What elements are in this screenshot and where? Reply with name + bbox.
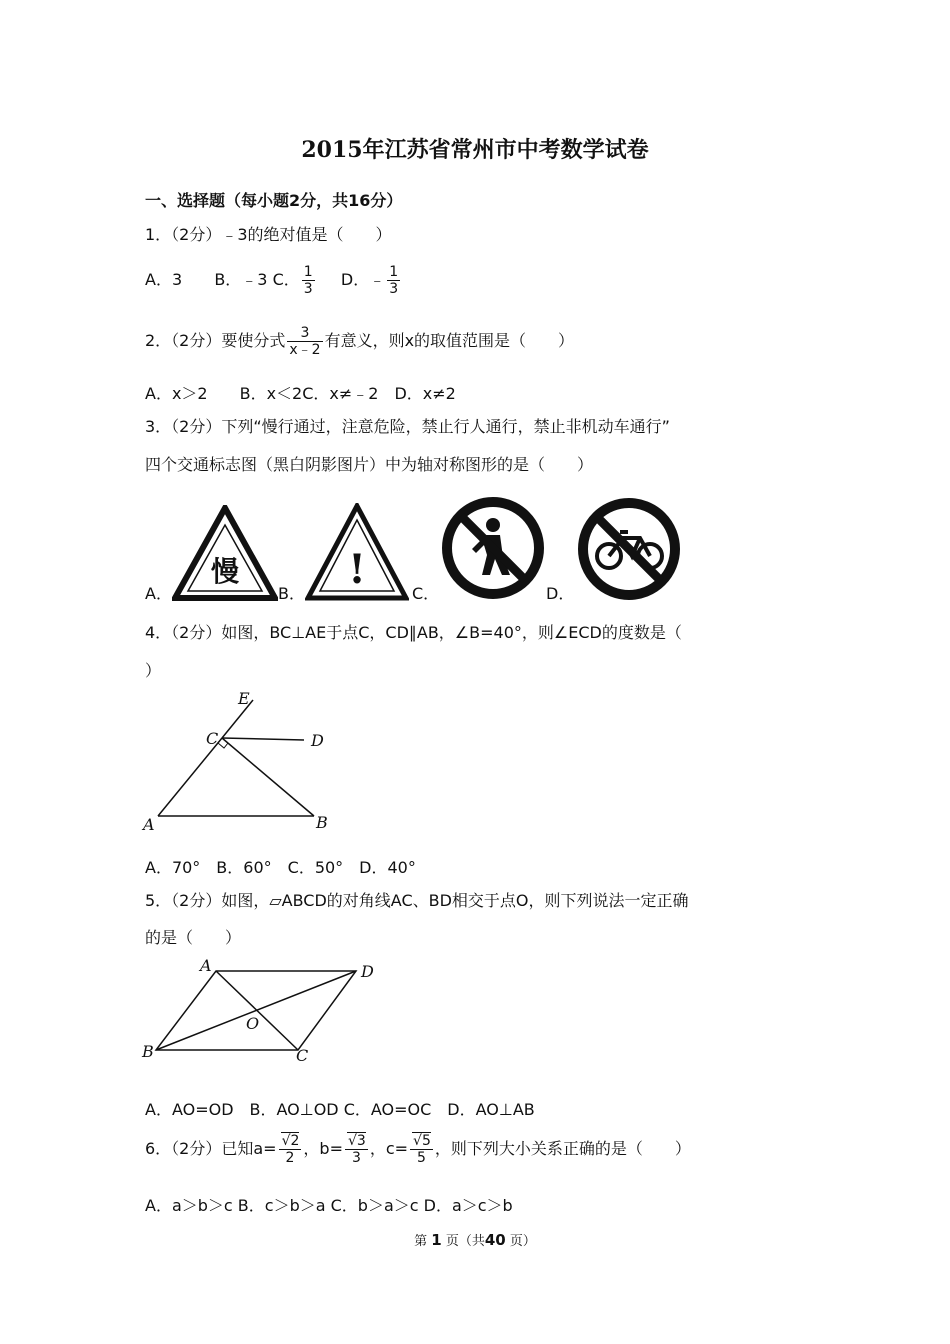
q4-diagram [138, 688, 338, 836]
question-6-stem: 6．（2分）已知a= $\frac{√2}{2}$ ，b= $\frac{√3}{3}$ ，c= $\frac{√5}{5}$ ，则下列大小关系正确的是（ ） [145, 1133, 691, 1166]
q5-label-b: B [142, 1042, 154, 1061]
question-4-line1: 4．（2分）如图，BC⊥AE于点C，CD∥AB，∠B=40°，则∠ECD的度数是（ [145, 623, 682, 642]
q4-label-b: B [316, 813, 328, 832]
question-1-stem: 1．（2分）﹣3的绝对值是（ ） [145, 225, 392, 244]
q4-label-c: C [206, 729, 219, 748]
slow-sign-icon [172, 505, 278, 601]
q1-option-c: C． [272, 270, 300, 289]
no-bicycle-sign-icon [576, 496, 682, 602]
q1-c-fraction: $\frac{1}{3}$ [303, 264, 313, 297]
question-6-options: A．a＞b＞c B．c＞b＞a C．b＞a＞c D．a＞c＞b [145, 1196, 513, 1215]
question-3-line2: 四个交通标志图（黑白阴影图片）中为轴对称图形的是（ ） [145, 455, 594, 474]
page-title: 2015年江苏省常州市中考数学试卷 [301, 137, 649, 163]
danger-sign-text: ! [348, 546, 366, 593]
page-footer: 第 1 页（共40 页） [414, 1231, 536, 1249]
question-2-stem: 2．（2分）要使分式 $\frac{3}{x﹣2}$ 有意义，则x的取值范围是（ ） [145, 325, 575, 358]
question-5-options: A．AO=OD B．AO⊥OD C．AO=OC D．AO⊥AB [145, 1100, 535, 1119]
q4-label-e: E [238, 689, 250, 708]
question-5-line1: 5．（2分）如图，▱ABCD的对角线AC、BD相交于点O，则下列说法一定正确 [145, 891, 689, 910]
q1-option-b: B．﹣3 [214, 270, 268, 289]
no-pedestrian-sign-icon [440, 495, 546, 601]
q4-label-a: A [143, 815, 155, 834]
question-5-line2: 的是（ ） [145, 928, 242, 947]
q3-label-c: C． [412, 584, 440, 603]
slow-sign-text: 慢 [210, 555, 240, 588]
danger-sign-icon [305, 503, 409, 601]
question-2-options: A．x＞2 B．x＜2C．x≠﹣2 D．x≠2 [145, 384, 456, 403]
footer-total-pages: 40 [484, 1231, 506, 1249]
q1-option-d: D．﹣ [340, 270, 386, 289]
q4-label-d: D [311, 731, 324, 750]
q1-option-a: A．3 [145, 270, 183, 289]
question-3-line1: 3．（2分）下列“慢行通过，注意危险，禁止行人通行，禁止非机动车通行” [145, 417, 670, 436]
q3-label-d: D． [546, 584, 575, 603]
q5-label-d: D [361, 962, 374, 981]
q6-fraction-b: $\frac{√3}{3}$ [345, 1133, 368, 1166]
q5-label-o: O [246, 1014, 260, 1033]
question-1-options [145, 264, 402, 297]
section-heading: 一、选择题（每小题2分，共16分） [145, 191, 403, 210]
q1-d-fraction: $\frac{1}{3}$ [389, 264, 399, 297]
q6-fraction-c: $\frac{√5}{5}$ [410, 1133, 433, 1166]
q2-fraction: $\frac{3}{x﹣2}$ [289, 325, 321, 358]
question-4-options: A．70° B．60° C．50° D．40° [145, 858, 416, 877]
question-4-line2: ） [145, 661, 162, 680]
q3-label-a: A． [145, 584, 172, 603]
q5-diagram [140, 955, 380, 1065]
q5-label-c: C [296, 1046, 309, 1065]
footer-page-number: 1 [431, 1231, 442, 1249]
q3-label-b: B． [278, 584, 305, 603]
q6-fraction-a: $\frac{√2}{2}$ [279, 1133, 302, 1166]
q5-label-a: A [200, 956, 212, 975]
